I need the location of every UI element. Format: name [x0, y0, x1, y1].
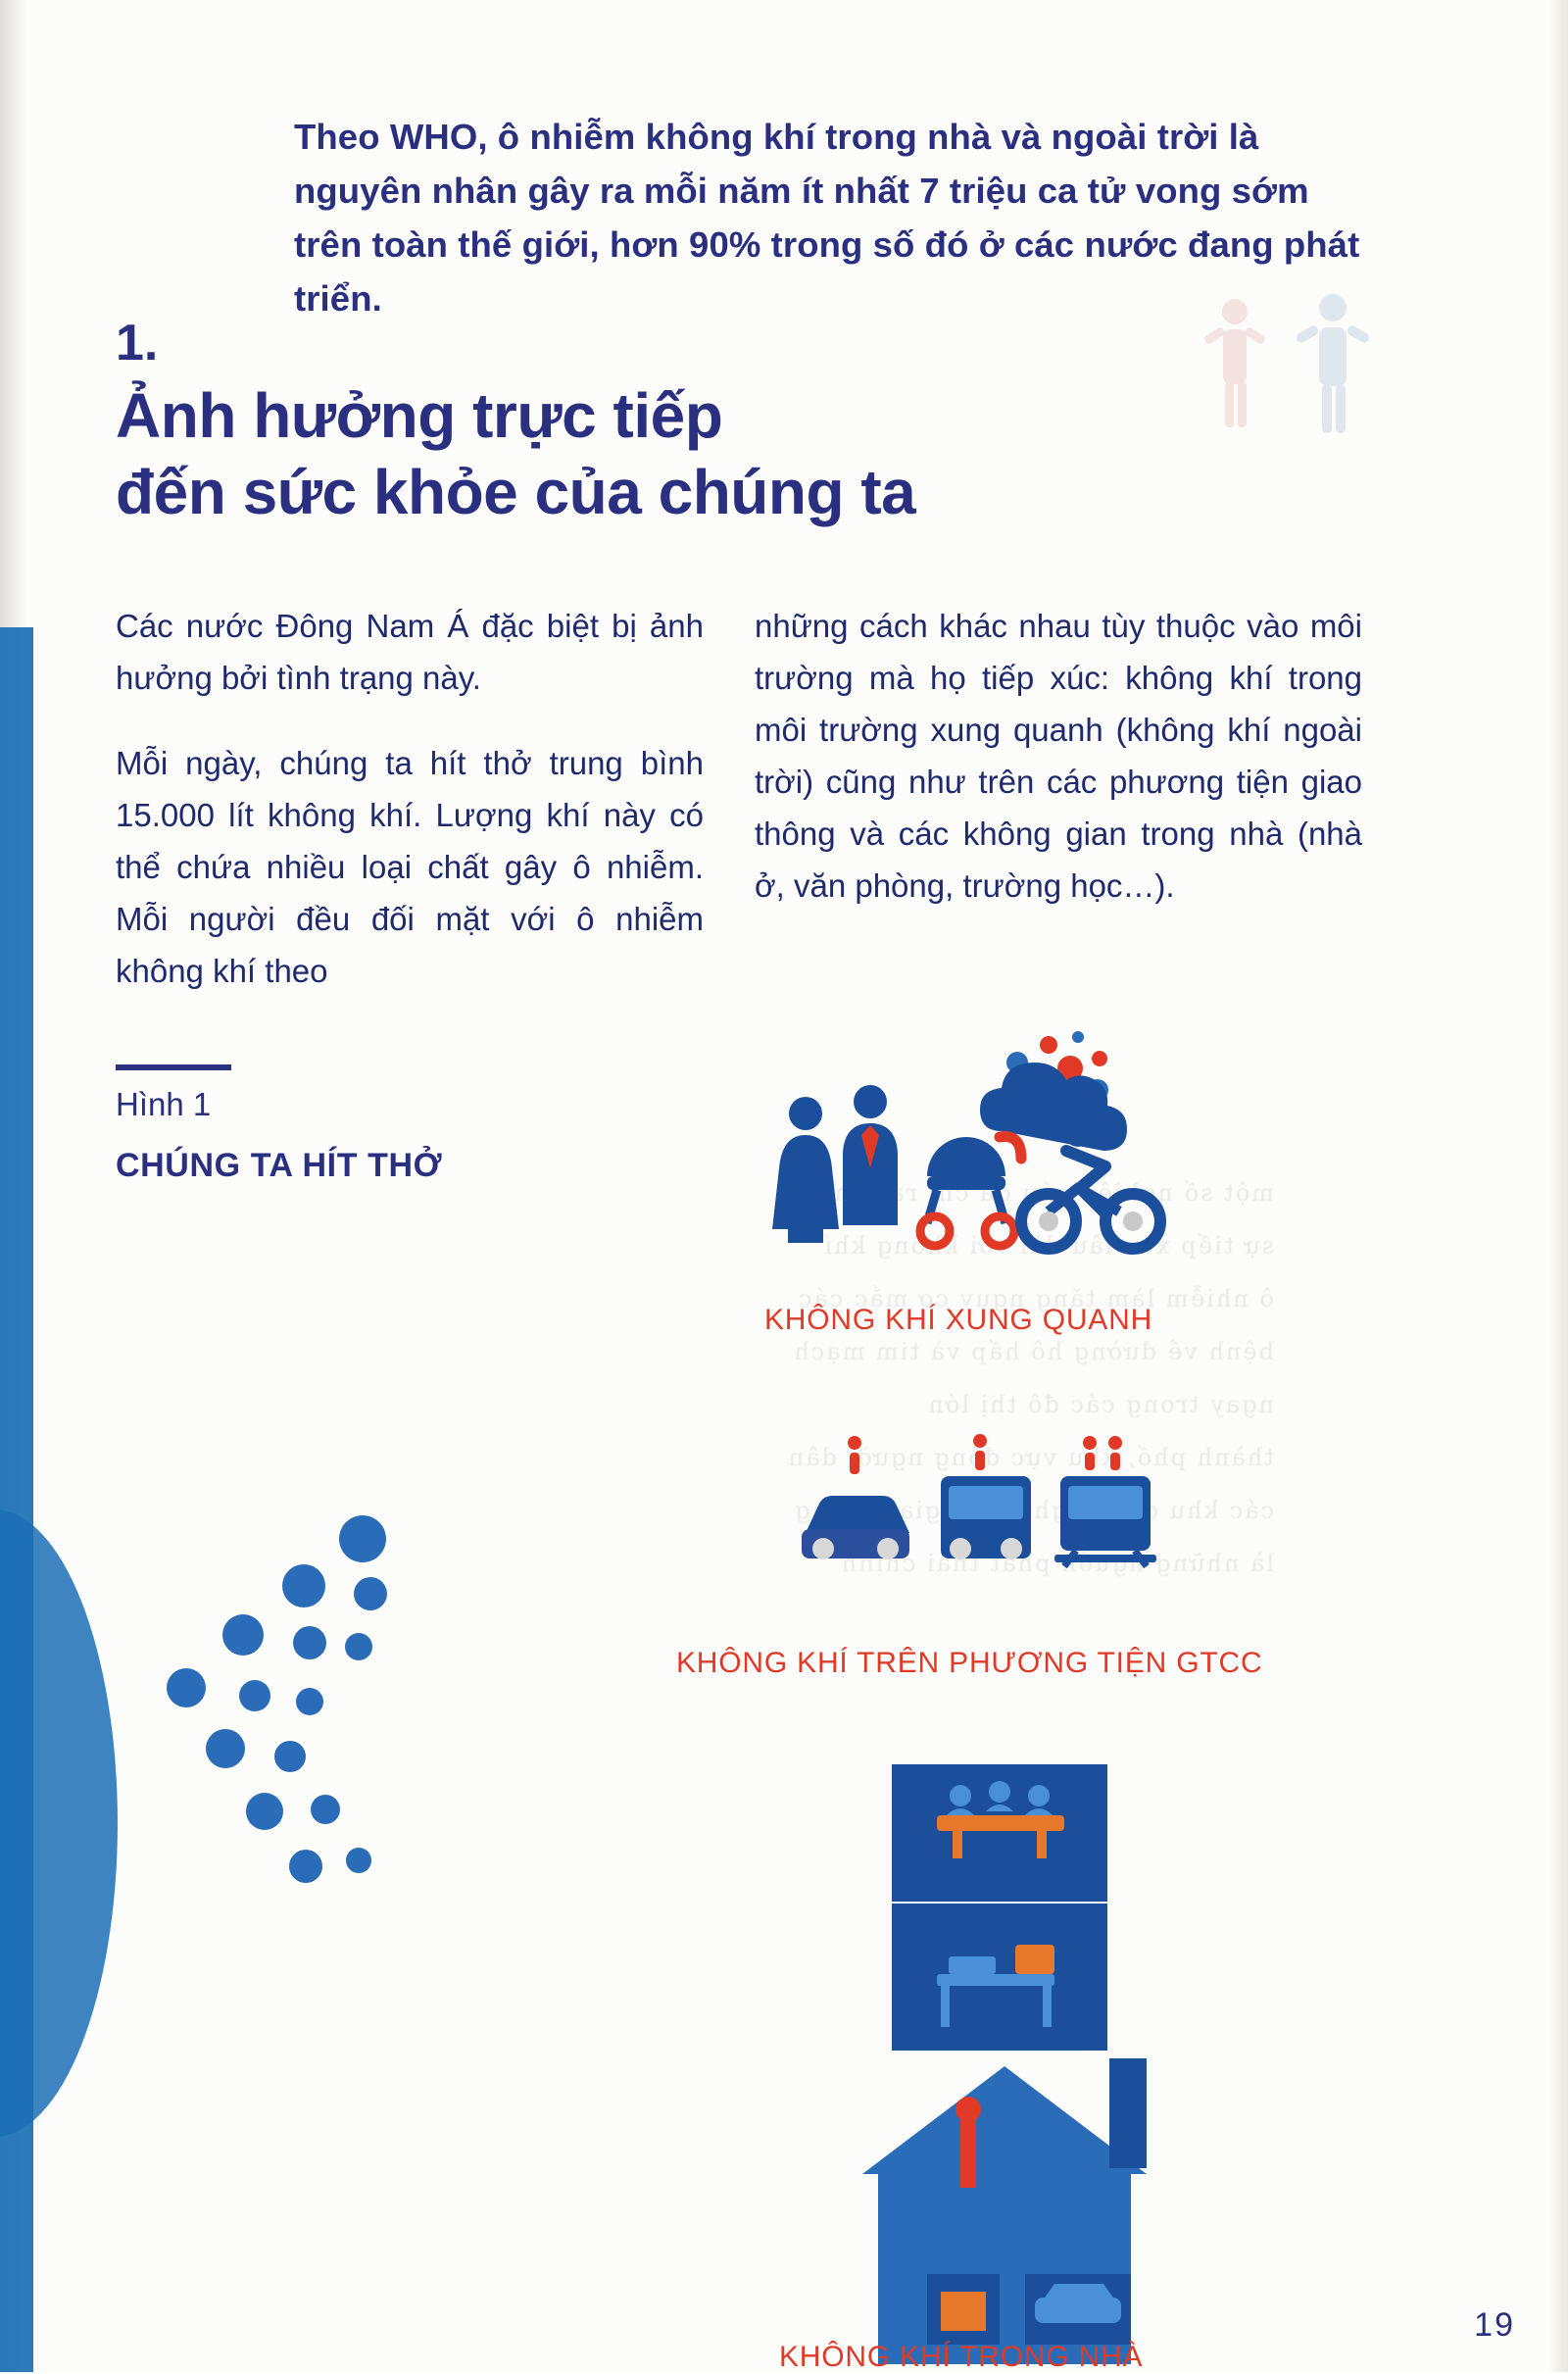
page-title [116, 377, 1096, 530]
figure-title: CHÚNG TA HÍT THỞ [116, 1147, 443, 1184]
intro-paragraph: Theo WHO, ô nhiễm không khí trong nhà và ngoài trời là nguyên nhân gây ra mỗi năm ít nhất 7 triệu ca tử vong sớm trên toàn thế giới, hơn 90% trong số đó ở các nước đang phát triển. [294, 117, 1360, 319]
body-column-right [755, 600, 1362, 945]
icon-public-transport [794, 1431, 1186, 1627]
caption-indoor-air: KHÔNG KHÍ TRONG NHÀ [779, 2341, 1144, 2373]
caption-ambient-air: KHÔNG KHÍ XUNG QUANH [764, 1304, 1153, 1336]
section-title-line-2: đến sức khỏe của chúng ta [116, 457, 916, 527]
paragraph: Mỗi ngày, chúng ta hít thở trung bình 15.000 lít không khí. Lượng khí này có thể chứa nhiều loại chất gây ô nhiễm. Mỗi người đều đối mặt với ô nhiễm không khí theo [116, 745, 704, 989]
section-number: 1. [116, 315, 159, 371]
paragraph: những cách khác nhau tùy thuộc vào môi trường mà họ tiếp xúc: không khí trong môi trường xung quanh (không khí ngoài trời) cũng như trên các phương tiện giao thông và các không gian trong nhà (nhà ở, văn phòng, trường học…). [755, 608, 1362, 904]
page-right-edge-shadow [1550, 0, 1568, 2372]
page-number: 19 [1474, 2306, 1515, 2344]
decorative-dot-path [118, 1509, 451, 2058]
paragraph: Các nước Đông Nam Á đặc biệt bị ảnh hưởng bởi tình trạng này. [116, 608, 704, 696]
icon-indoor-air [843, 1764, 1196, 2372]
body-column-left [116, 600, 704, 1030]
caption-transport-air: KHÔNG KHÍ TRÊN PHƯƠNG TIỆN GTCC [676, 1647, 1263, 1679]
figure-rule [116, 1064, 231, 1070]
figure-label: Hình 1 [116, 1086, 212, 1122]
icon-ambient-air [755, 1029, 1205, 1294]
section-title-line-1: Ảnh hưởng trực tiếp [116, 380, 723, 451]
